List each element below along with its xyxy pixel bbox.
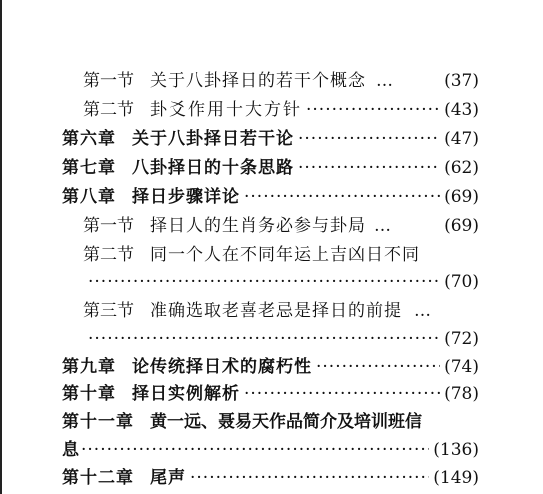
toc-dot-leader	[244, 184, 440, 210]
toc-chapter-title: 息	[62, 440, 79, 460]
toc-chapter-title: 择日步骤详论	[132, 187, 240, 207]
toc-section-number: 第二节	[83, 245, 134, 265]
page-left-border	[0, 0, 2, 494]
toc-dot-leader	[316, 354, 440, 380]
toc-page-number: (136)	[433, 440, 479, 460]
toc-page-number: (78)	[444, 384, 479, 404]
toc-chapter-title: 八卦择日的十条思路	[132, 158, 294, 178]
toc-entry-continuation[interactable]	[62, 437, 479, 463]
toc-page-number: (37)	[444, 71, 479, 91]
toc-dot-leader	[306, 97, 440, 123]
toc-section-number: 第三节	[83, 301, 134, 321]
toc-entry-continuation[interactable]	[88, 269, 479, 295]
toc-page-number: (74)	[444, 357, 479, 377]
toc-dot-leader	[81, 437, 429, 463]
toc-ellipsis: …	[376, 71, 393, 91]
toc-section-title: 择日人的生肖务必参与卦局	[150, 216, 366, 236]
toc-page-number: (43)	[444, 100, 479, 120]
toc-entry-section[interactable]	[83, 298, 479, 324]
toc-page-number: (72)	[444, 329, 479, 349]
toc-dot-leader	[88, 326, 440, 352]
toc-chapter-number: 第十一章	[62, 412, 134, 432]
toc-section-title: 关于八卦择日的若干个概念	[150, 71, 366, 91]
toc-section-title: 卦爻作用十大方针	[150, 100, 302, 120]
toc-dot-leader	[88, 269, 440, 295]
toc-chapter-title: 论传统择日术的腐朽性	[132, 357, 312, 377]
toc-chapter-title: 黄一远、聂易天作品简介及培训班信	[150, 412, 422, 432]
toc-page-number: (47)	[444, 129, 479, 149]
toc-chapter-number: 第六章	[62, 129, 116, 149]
toc-chapter-title: 择日实例解析	[132, 384, 240, 404]
toc-entry-section[interactable]	[83, 242, 479, 268]
toc-chapter-number: 第八章	[62, 187, 116, 207]
toc-chapter-number: 第九章	[62, 357, 116, 377]
toc-entry-chapter[interactable]	[62, 381, 479, 407]
toc-chapter-title: 尾声	[150, 468, 186, 488]
toc-entry-chapter[interactable]	[62, 465, 479, 491]
toc-entry-chapter[interactable]	[62, 409, 479, 435]
toc-page-number: (62)	[444, 158, 479, 178]
toc-entry-section[interactable]	[83, 97, 479, 123]
toc-page-number: (149)	[433, 468, 479, 488]
toc-section-title: 同一个人在不同年运上吉凶日不同	[150, 245, 420, 265]
toc-dot-leader	[244, 381, 440, 407]
toc-dot-leader	[298, 155, 440, 181]
toc-entry-section[interactable]	[83, 68, 479, 94]
toc-page-number: (69)	[444, 187, 479, 207]
toc-page-number: (69)	[444, 216, 479, 236]
toc-section-number: 第一节	[83, 216, 134, 236]
toc-section-number: 第二节	[83, 100, 134, 120]
toc-chapter-number: 第七章	[62, 158, 116, 178]
toc-dot-leader	[190, 465, 429, 491]
toc-entry-section[interactable]	[83, 213, 479, 239]
toc-dot-leader	[298, 126, 440, 152]
toc-chapter-number: 第十二章	[62, 468, 134, 488]
toc-chapter-number: 第十章	[62, 384, 116, 404]
toc-entry-continuation[interactable]	[88, 326, 479, 352]
toc-entry-chapter[interactable]	[62, 126, 479, 152]
toc-entry-chapter[interactable]	[62, 184, 479, 210]
toc-chapter-title: 关于八卦择日若干论	[132, 129, 294, 149]
toc-section-number: 第一节	[83, 71, 134, 91]
toc-section-title: 准确选取老喜老忌是择日的前提	[150, 301, 402, 321]
toc-entry-chapter[interactable]	[62, 354, 479, 380]
toc-page-number: (70)	[444, 272, 479, 292]
toc-ellipsis: …	[374, 216, 391, 236]
toc-entry-chapter[interactable]	[62, 155, 479, 181]
toc-ellipsis: …	[414, 301, 431, 321]
